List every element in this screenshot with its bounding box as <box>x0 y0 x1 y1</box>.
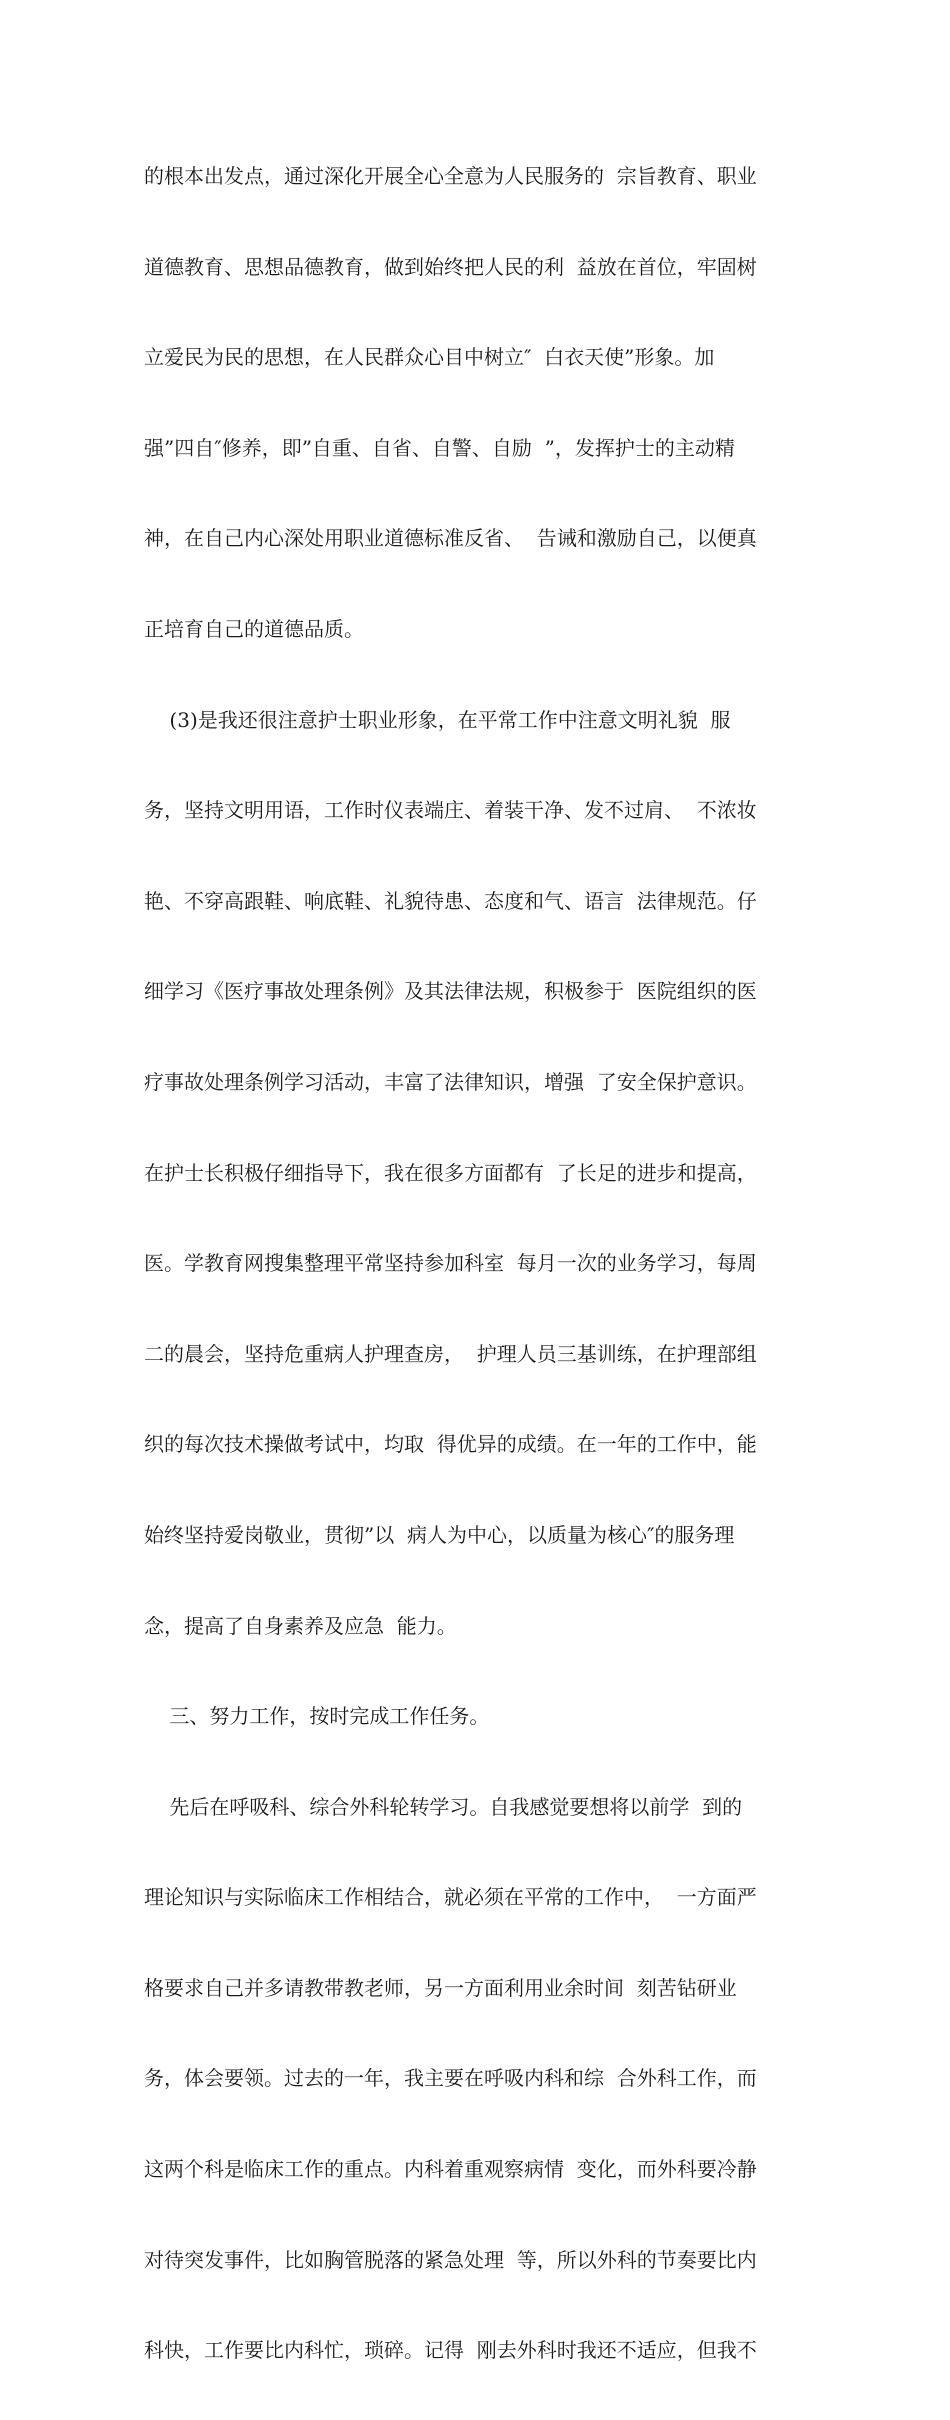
text-line: 二的晨会，坚持危重病人护理查房， 护理人员三基训练，在护理部组 <box>144 1341 757 1366</box>
text-line: 艳、不穿高跟鞋、响底鞋、礼貌待患、态度和气、语言 法律规范。仔 <box>144 888 757 913</box>
text-line: 务，体会要领。过去的一年，我主要在呼吸内科和综 合外科工作，而 <box>144 2066 757 2091</box>
text-line: 对待突发事件，比如胸管脱落的紧急处理 等，所以外科的节奏要比内 <box>144 2247 757 2272</box>
text-line: 在护士长积极仔细指导下，我在很多方面都有 了长足的进步和提高， <box>144 1160 757 1185</box>
text-line: 正培育自己的道德品质。 <box>144 616 364 641</box>
text-line: 细学习《医疗事故处理条例》及其法律法规，积极参于 医院组织的医 <box>144 979 757 1004</box>
body-text <box>144 107 824 2420</box>
text-line: 织的每次技术操做考试中，均取 得优异的成绩。在一年的工作中，能 <box>144 1432 757 1457</box>
text-line: 道德教育、思想品德教育，做到始终把人民的利 益放在首位，牢固树 <box>144 254 757 279</box>
text-line: 始终坚持爱岗敬业，贯彻”以 病人为中心，以质量为核心″的服务理 <box>144 1522 735 1547</box>
text-line: 务，坚持文明用语，工作时仪表端庄、着装干净、发不过肩、 不浓妆 <box>144 798 757 823</box>
text-line: 强”四自″修养，即”自重、自省、自警、自励 ”，发挥护士的主动精 <box>144 435 735 460</box>
text-line: 先后在呼吸科、综合外科轮转学习。自我感觉要想将以前学 到的 <box>144 1794 743 1819</box>
text-line: 疗事故处理条例学习活动，丰富了法律知识，增强 了安全保护意识。 <box>144 1069 757 1094</box>
text-line: 这两个科是临床工作的重点。内科着重观察病情 变化，而外科要冷静 <box>144 2157 757 2182</box>
text-line: 理论知识与实际临床工作相结合，就必须在平常的工作中， 一方面严 <box>144 1885 757 1910</box>
section-heading: 三、努力工作，按时完成工作任务。 <box>144 1704 490 1729</box>
text-line: 科快，工作要比内科忙，琐碎。记得 刚去外科时我还不适应，但我不 <box>144 2338 757 2363</box>
text-line: 神，在自己内心深处用职业道德标准反省、 告诫和激励自己，以便真 <box>144 526 757 551</box>
text-line: 医。学教育网搜集整理平常坚持参加科室 每月一次的业务学习，每周 <box>144 1251 757 1276</box>
text-line: 立爱民为民的思想，在人民群众心目中树立″ 白衣天使”形象。加 <box>144 345 715 370</box>
text-line: 的根本出发点，通过深化开展全心全意为人民服务的 宗旨教育、职业 <box>144 164 757 188</box>
text-line: (3)是我还很注意护士职业形象，在平常工作中注意文明礼貌 服 <box>144 707 731 732</box>
text-line: 念，提高了自身素养及应急 能力。 <box>144 1613 457 1638</box>
text-line: 格要求自己并多请教带教老师，另一方面利用业余时间 刻苦钻研业 <box>144 1975 737 2000</box>
